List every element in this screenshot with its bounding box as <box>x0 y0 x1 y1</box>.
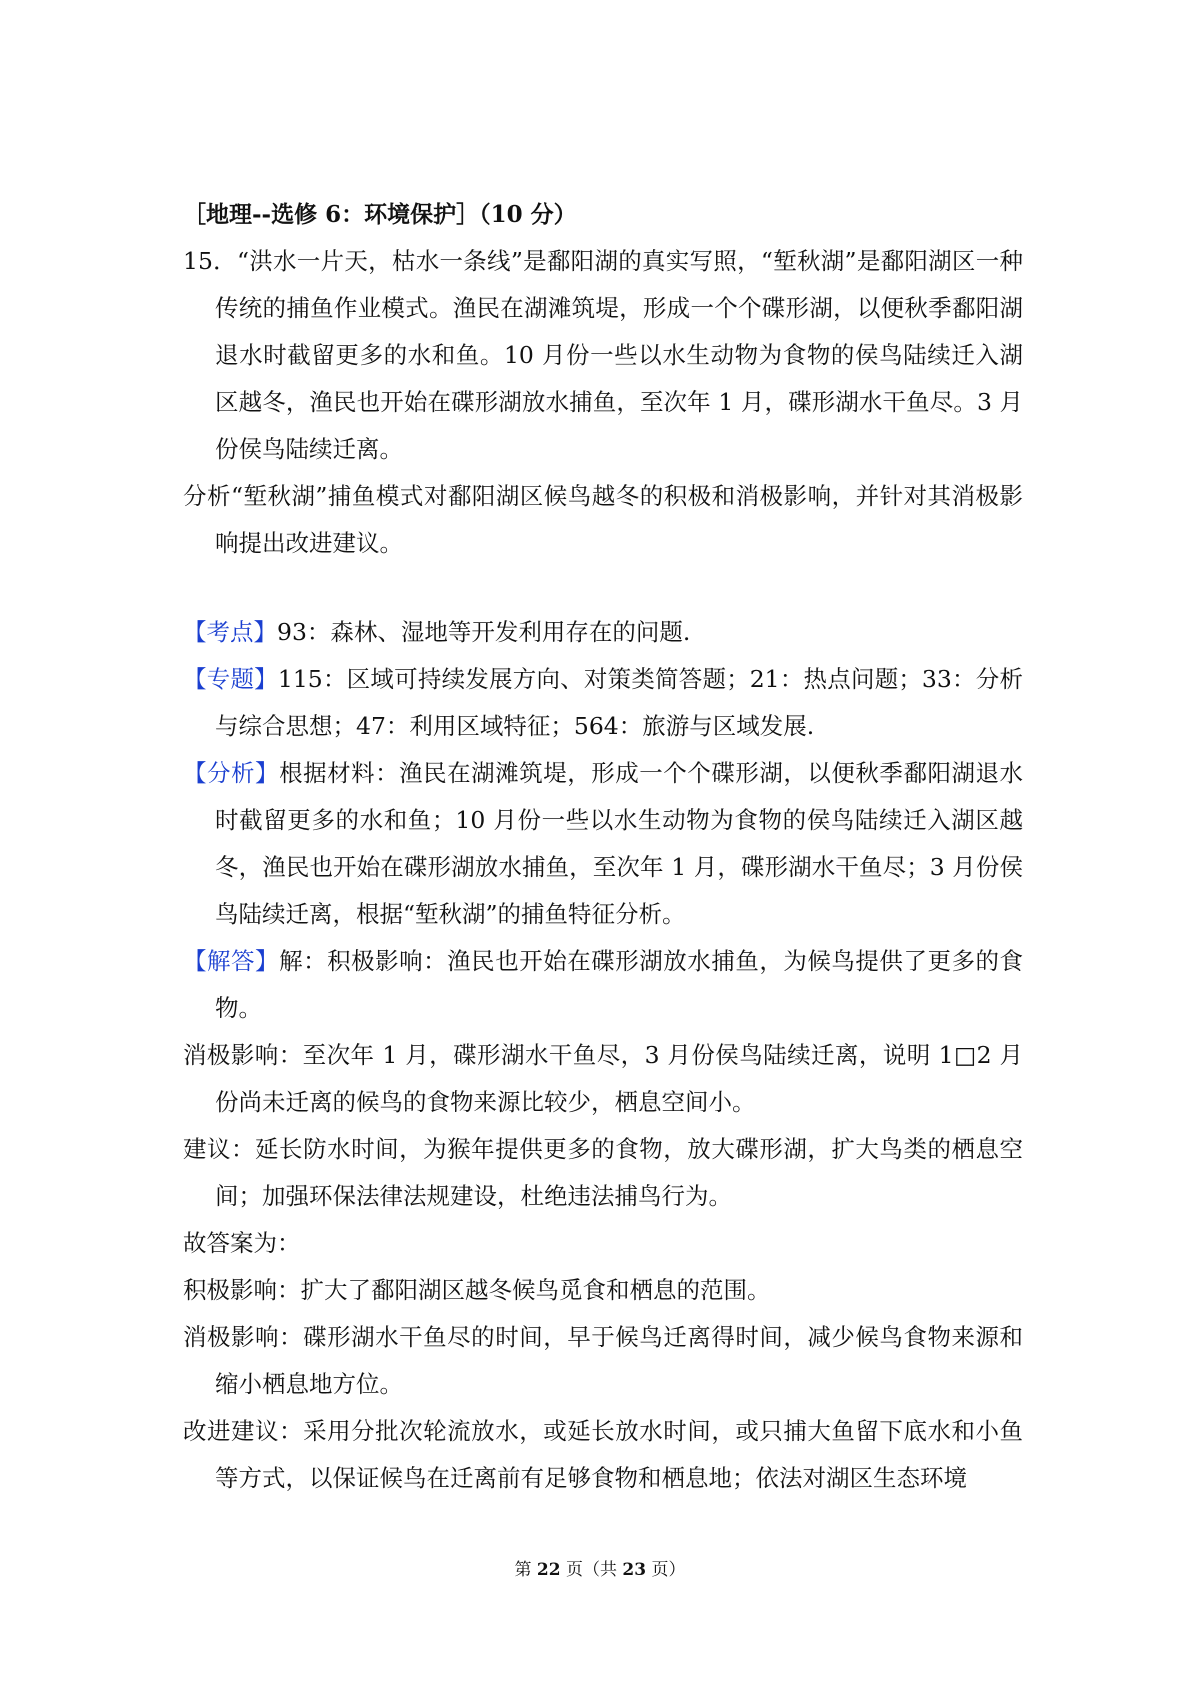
footer-total-pages: 23 <box>622 1560 647 1580</box>
fenxi-paragraph <box>183 750 1023 938</box>
section-title: ［地理--选修 6：环境保护］（10 分） <box>183 201 577 228</box>
footer-prefix: 第 <box>514 1560 537 1580</box>
footer-page-number: 22 <box>536 1560 561 1580</box>
question-text: 15．“洪水一片天，枯水一条线”是鄱阳湖的真实写照，“堑秋湖”是鄱阳湖区一种传统的捕鱼作业模式。渔民在湖滩筑堤，形成一个个碟形湖，以便秋季鄱阳湖退水时截留更多的水和鱼。10 月份一些以水生动物为食物的侯鸟陆续迁入湖区越冬，渔民也开始在碟形湖放水捕鱼，至次年 1 月，碟形湖水干鱼尽。3 月份侯鸟陆续迁离。 <box>183 247 1023 463</box>
jieda-paragraph <box>183 938 1023 1032</box>
answer-improvement: 改进建议：采用分批次轮流放水，或延长放水时间，或只捕大鱼留下底水和小鱼等方式，以保证候鸟在迁离前有足够食物和栖息地；依法对湖区生态环境 <box>183 1417 1023 1492</box>
kaodian-label: 【考点】 <box>183 618 277 646</box>
question-prompt: 分析“堑秋湖”捕鱼模式对鄱阳湖区候鸟越冬的积极和消极影响，并针对其消极影响提出改进建议。 <box>183 482 1023 557</box>
suggestion-paragraph: 建议：延长防水时间，为猴年提供更多的食物，放大碟形湖，扩大鸟类的栖息空间；加强环保法律法规建设，杜绝违法捕鸟行为。 <box>183 1135 1023 1210</box>
kaodian-paragraph <box>183 609 1023 656</box>
answer-intro: 故答案为： <box>183 1229 301 1257</box>
footer-suffix: 页） <box>646 1560 686 1580</box>
zhuanti-label: 【专题】 <box>183 665 278 693</box>
spacer <box>183 567 1023 609</box>
page-footer <box>0 1558 1200 1582</box>
answer-negative: 消极影响：碟形湖水干鱼尽的时间，早于候鸟迁离得时间，减少候鸟食物来源和缩小栖息地方位。 <box>183 1323 1023 1398</box>
answer-positive: 积极影响：扩大了鄱阳湖区越冬候鸟觅食和栖息的范围。 <box>183 1276 771 1304</box>
negative-impact-paragraph: 消极影响：至次年 1 月，碟形湖水干鱼尽，3 月份侯鸟陆续迁离，说明 1□2 月份尚未迁离的候鸟的食物来源比较少，栖息空间小。 <box>183 1041 1023 1116</box>
fenxi-label: 【分析】 <box>183 759 280 787</box>
fenxi-text: 根据材料：渔民在湖滩筑堤，形成一个个碟形湖，以便秋季鄱阳湖退水时截留更多的水和鱼；10 月份一些以水生动物为食物的侯鸟陆续迁入湖区越冬，渔民也开始在碟形湖放水捕鱼，至次年 1 月，碟形湖水干鱼尽；3 月份侯鸟陆续迁离，根据“堑秋湖”的捕鱼特征分析。 <box>215 759 1024 928</box>
jieda-label: 【解答】 <box>183 947 280 975</box>
kaodian-text: 93：森林、湿地等开发利用存在的问题. <box>277 618 691 646</box>
page-content <box>183 198 1023 1502</box>
zhuanti-paragraph <box>183 656 1023 750</box>
jieda-text: 解：积极影响：渔民也开始在碟形湖放水捕鱼，为候鸟提供了更多的食物。 <box>215 947 1024 1022</box>
footer-middle: 页（共 <box>560 1560 623 1580</box>
zhuanti-text: 115：区域可持续发展方向、对策类简答题；21：热点问题；33：分析与综合思想；47：利用区域特征；564：旅游与区域发展. <box>215 665 1023 740</box>
